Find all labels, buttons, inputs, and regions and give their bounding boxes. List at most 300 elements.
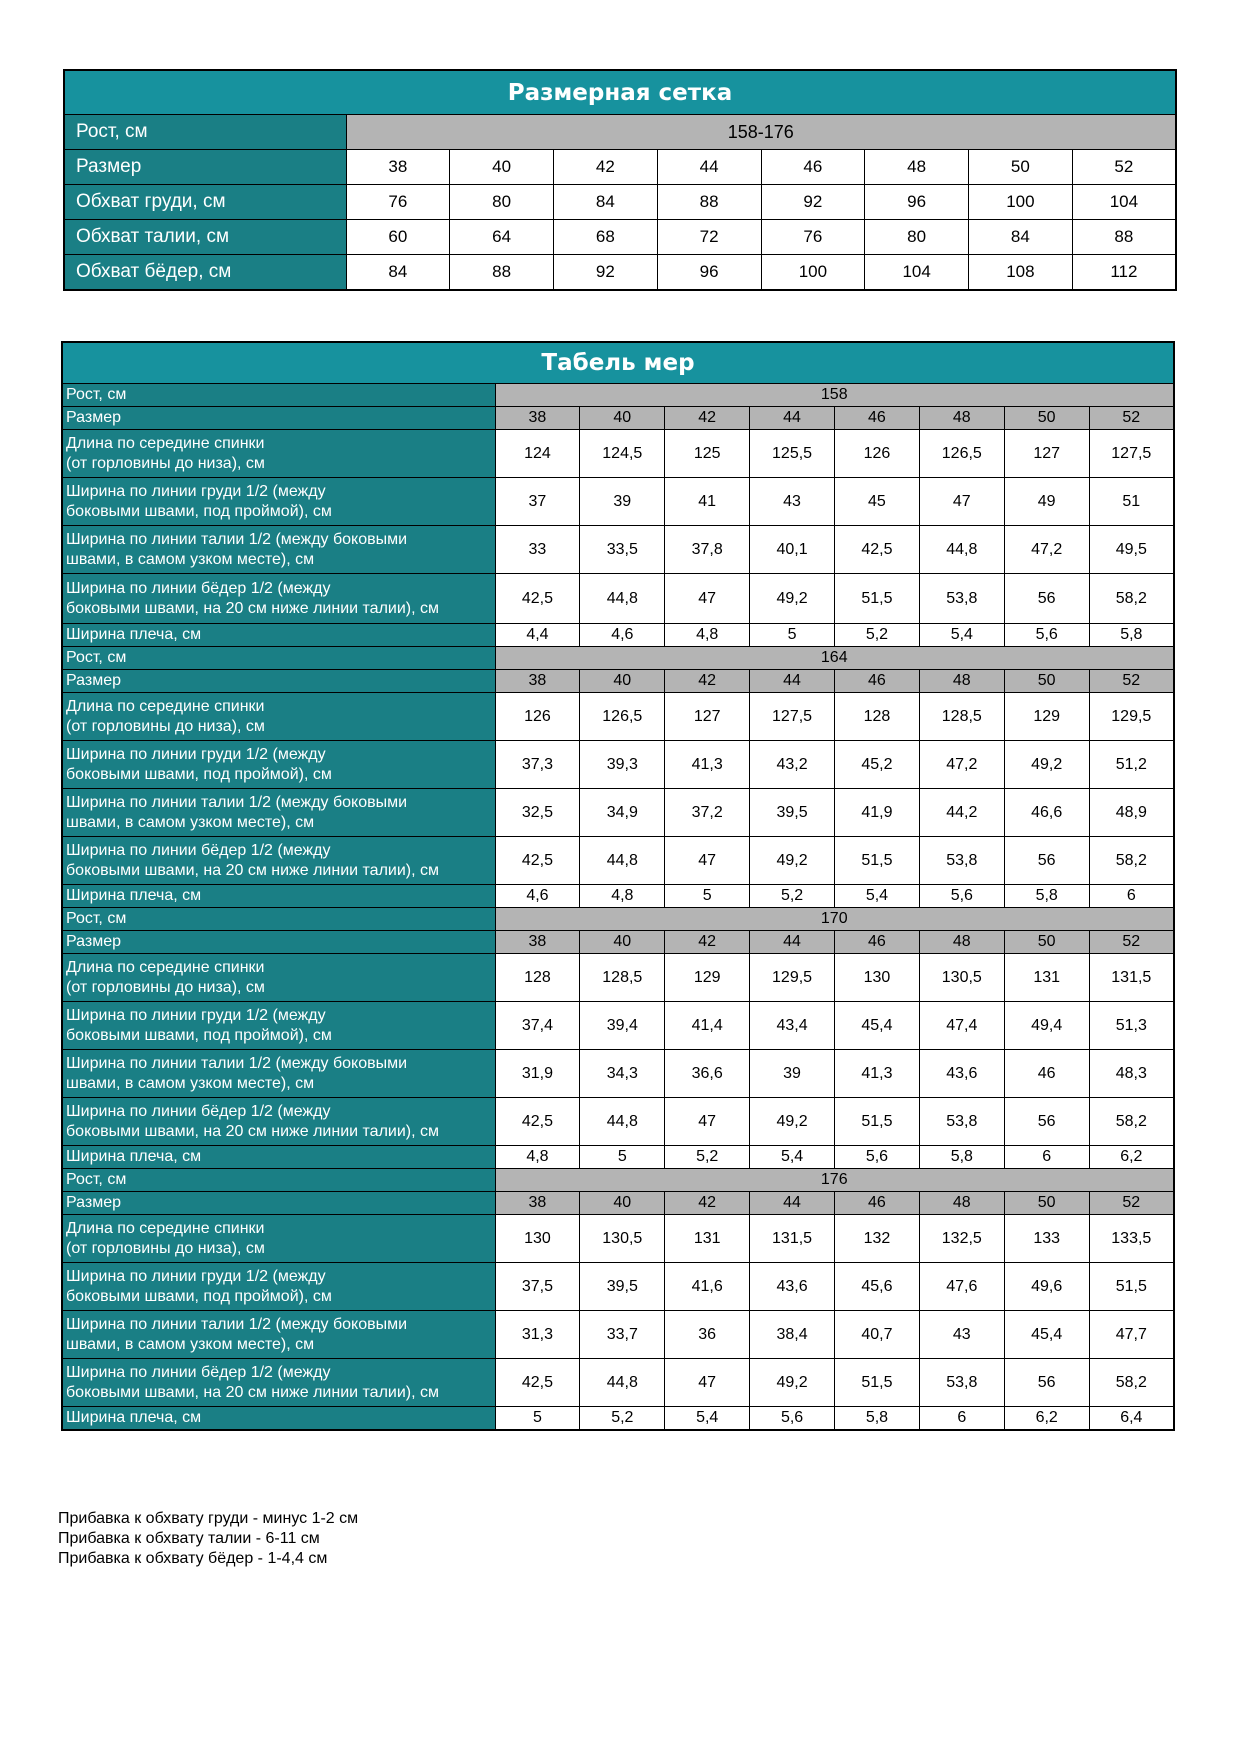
value-cell: 130 xyxy=(835,954,920,1002)
value-cell: 5 xyxy=(750,624,835,647)
value-cell: 49,2 xyxy=(1004,741,1089,789)
size-cell: 50 xyxy=(1004,670,1089,693)
size-cell: 40 xyxy=(580,1192,665,1215)
size-grid-row xyxy=(64,115,1176,150)
value-cell: 47 xyxy=(919,478,1004,526)
size-row xyxy=(62,670,1174,693)
size-cell: 38 xyxy=(495,407,580,430)
value-cell: 41,3 xyxy=(665,741,750,789)
value-cell: 45,4 xyxy=(835,1002,920,1050)
value-cell: 39,5 xyxy=(580,1263,665,1311)
value-cell: 131,5 xyxy=(1089,954,1174,1002)
size-row xyxy=(62,931,1174,954)
value-cell: 4,8 xyxy=(665,624,750,647)
value-cell: 5,2 xyxy=(665,1146,750,1169)
value-cell: 5,4 xyxy=(835,885,920,908)
measurement-row xyxy=(62,526,1174,574)
value-cell: 112 xyxy=(1072,255,1176,290)
value-cell: 40,7 xyxy=(835,1311,920,1359)
size-cell: 50 xyxy=(1004,1192,1089,1215)
height-label: Рост, см xyxy=(62,908,495,931)
value-cell: 51,5 xyxy=(835,574,920,624)
value-cell: 42,5 xyxy=(495,1359,580,1407)
value-cell: 88 xyxy=(450,255,554,290)
measurement-row xyxy=(62,1359,1174,1407)
size-cell: 46 xyxy=(835,670,920,693)
size-cell: 38 xyxy=(495,1192,580,1215)
value-cell: 104 xyxy=(865,255,969,290)
measurement-label: Ширина по линии груди 1/2 (между боковыми швами, под проймой), см xyxy=(62,1263,495,1311)
value-cell: 45,2 xyxy=(835,741,920,789)
measurement-row xyxy=(62,478,1174,526)
value-cell: 127 xyxy=(1004,430,1089,478)
value-cell: 132 xyxy=(835,1215,920,1263)
measurement-row xyxy=(62,574,1174,624)
value-cell: 41,6 xyxy=(665,1263,750,1311)
value-cell: 47 xyxy=(665,837,750,885)
value-cell: 6,2 xyxy=(1004,1407,1089,1430)
height-value: 176 xyxy=(495,1169,1174,1192)
value-cell: 49,2 xyxy=(750,837,835,885)
measurement-row xyxy=(62,1263,1174,1311)
value-cell: 131 xyxy=(1004,954,1089,1002)
measurement-row xyxy=(62,1311,1174,1359)
value-cell: 43,4 xyxy=(750,1002,835,1050)
value-cell: 40 xyxy=(450,150,554,185)
value-cell: 58,2 xyxy=(1089,1098,1174,1146)
value-cell: 58,2 xyxy=(1089,1359,1174,1407)
value-cell: 45,4 xyxy=(1004,1311,1089,1359)
value-cell: 5 xyxy=(580,1146,665,1169)
size-cell: 42 xyxy=(665,407,750,430)
value-cell: 5,2 xyxy=(750,885,835,908)
size-cell: 52 xyxy=(1089,931,1174,954)
value-cell: 39 xyxy=(580,478,665,526)
size-cell: 50 xyxy=(1004,407,1089,430)
measurement-label: Ширина по линии груди 1/2 (между боковыми швами, под проймой), см xyxy=(62,478,495,526)
value-cell: 125 xyxy=(665,430,750,478)
value-cell: 53,8 xyxy=(919,1359,1004,1407)
size-cell: 40 xyxy=(580,931,665,954)
value-cell: 45,6 xyxy=(835,1263,920,1311)
value-cell: 43,6 xyxy=(919,1050,1004,1098)
value-cell: 5,8 xyxy=(835,1407,920,1430)
measurements-title: Табель мер xyxy=(62,342,1174,384)
value-cell: 51,5 xyxy=(1089,1263,1174,1311)
measurement-label: Ширина по линии талии 1/2 (между боковыми швами, в самом узком месте), см xyxy=(62,1311,495,1359)
value-cell: 126 xyxy=(835,430,920,478)
value-cell: 44,8 xyxy=(580,1098,665,1146)
size-label: Размер xyxy=(62,931,495,954)
measurement-row xyxy=(62,693,1174,741)
value-cell: 43 xyxy=(919,1311,1004,1359)
value-cell: 44,8 xyxy=(919,526,1004,574)
value-cell: 4,8 xyxy=(495,1146,580,1169)
value-cell: 84 xyxy=(554,185,658,220)
size-cell: 38 xyxy=(495,670,580,693)
value-cell: 37,4 xyxy=(495,1002,580,1050)
value-cell: 31,9 xyxy=(495,1050,580,1098)
value-cell: 128,5 xyxy=(919,693,1004,741)
value-cell: 92 xyxy=(554,255,658,290)
value-cell: 100 xyxy=(761,255,865,290)
value-cell: 131 xyxy=(665,1215,750,1263)
value-cell: 6 xyxy=(919,1407,1004,1430)
value-cell: 47 xyxy=(665,1098,750,1146)
value-cell: 39,3 xyxy=(580,741,665,789)
row-label: Рост, см xyxy=(64,115,346,150)
measurement-label: Длина по середине спинки (от горловины до низа), см xyxy=(62,954,495,1002)
value-cell: 84 xyxy=(346,255,450,290)
value-cell: 51,2 xyxy=(1089,741,1174,789)
value-cell: 46,6 xyxy=(1004,789,1089,837)
value-cell: 39,4 xyxy=(580,1002,665,1050)
value-cell: 56 xyxy=(1004,574,1089,624)
height-label: Рост, см xyxy=(62,647,495,670)
measurement-label: Ширина плеча, см xyxy=(62,624,495,647)
value-cell: 58,2 xyxy=(1089,574,1174,624)
value-cell: 36,6 xyxy=(665,1050,750,1098)
value-cell: 46 xyxy=(1004,1050,1089,1098)
value-cell: 37,2 xyxy=(665,789,750,837)
measurement-row xyxy=(62,885,1174,908)
size-grid-title: Размерная сетка xyxy=(64,70,1176,115)
size-cell: 42 xyxy=(665,1192,750,1215)
value-cell: 53,8 xyxy=(919,574,1004,624)
value-cell: 51 xyxy=(1089,478,1174,526)
measurement-row xyxy=(62,430,1174,478)
value-cell: 133 xyxy=(1004,1215,1089,1263)
measurement-label: Ширина по линии талии 1/2 (между боковыми швами, в самом узком месте), см xyxy=(62,1050,495,1098)
value-cell: 36 xyxy=(665,1311,750,1359)
value-cell: 33 xyxy=(495,526,580,574)
size-cell: 48 xyxy=(919,1192,1004,1215)
value-cell: 127 xyxy=(665,693,750,741)
value-cell: 130 xyxy=(495,1215,580,1263)
value-cell: 4,6 xyxy=(580,624,665,647)
size-cell: 44 xyxy=(750,1192,835,1215)
row-label: Обхват груди, см xyxy=(64,185,346,220)
value-cell: 5,4 xyxy=(665,1407,750,1430)
measurement-label: Ширина плеча, см xyxy=(62,1407,495,1430)
size-cell: 44 xyxy=(750,670,835,693)
measurement-label: Ширина плеча, см xyxy=(62,885,495,908)
value-cell: 64 xyxy=(450,220,554,255)
value-cell: 127,5 xyxy=(750,693,835,741)
value-cell: 42,5 xyxy=(495,1098,580,1146)
value-cell: 45 xyxy=(835,478,920,526)
size-row xyxy=(62,1192,1174,1215)
value-cell: 49 xyxy=(1004,478,1089,526)
size-cell: 42 xyxy=(665,670,750,693)
value-cell: 48 xyxy=(865,150,969,185)
value-cell: 128 xyxy=(835,693,920,741)
value-cell: 80 xyxy=(450,185,554,220)
value-cell: 48,9 xyxy=(1089,789,1174,837)
value-cell: 53,8 xyxy=(919,837,1004,885)
measurement-label: Ширина по линии талии 1/2 (между боковыми швами, в самом узком месте), см xyxy=(62,526,495,574)
height-value: 158 xyxy=(495,384,1174,407)
value-cell: 124 xyxy=(495,430,580,478)
value-cell: 129 xyxy=(665,954,750,1002)
value-cell: 33,5 xyxy=(580,526,665,574)
size-grid-row xyxy=(64,150,1176,185)
size-cell: 52 xyxy=(1089,407,1174,430)
measurement-label: Ширина по линии бёдер 1/2 (между боковыми швами, на 20 см ниже линии талии), см xyxy=(62,1098,495,1146)
value-cell: 42 xyxy=(554,150,658,185)
value-cell: 37,5 xyxy=(495,1263,580,1311)
size-cell: 40 xyxy=(580,407,665,430)
value-cell: 44,2 xyxy=(919,789,1004,837)
value-cell: 47,7 xyxy=(1089,1311,1174,1359)
value-cell: 41,9 xyxy=(835,789,920,837)
value-cell: 47 xyxy=(665,574,750,624)
row-label: Обхват бёдер, см xyxy=(64,255,346,290)
value-cell: 56 xyxy=(1004,1359,1089,1407)
value-cell: 49,2 xyxy=(750,1359,835,1407)
size-cell: 52 xyxy=(1089,670,1174,693)
value-cell: 49,4 xyxy=(1004,1002,1089,1050)
size-cell: 38 xyxy=(495,931,580,954)
size-cell: 42 xyxy=(665,931,750,954)
value-cell: 108 xyxy=(969,255,1073,290)
measurement-label: Ширина по линии груди 1/2 (между боковыми швами, под проймой), см xyxy=(62,741,495,789)
value-cell: 38,4 xyxy=(750,1311,835,1359)
value-cell: 5,6 xyxy=(919,885,1004,908)
size-cell: 50 xyxy=(1004,931,1089,954)
value-cell: 37,8 xyxy=(665,526,750,574)
value-cell: 31,3 xyxy=(495,1311,580,1359)
value-cell: 4,8 xyxy=(580,885,665,908)
measurement-label: Длина по середине спинки (от горловины до низа), см xyxy=(62,430,495,478)
value-cell: 4,6 xyxy=(495,885,580,908)
value-cell: 92 xyxy=(761,185,865,220)
size-cell: 48 xyxy=(919,407,1004,430)
measurement-label: Ширина по линии бёдер 1/2 (между боковыми швами, на 20 см ниже линии талии), см xyxy=(62,574,495,624)
value-cell: 42,5 xyxy=(835,526,920,574)
value-cell: 51,3 xyxy=(1089,1002,1174,1050)
value-cell: 104 xyxy=(1072,185,1176,220)
measurement-label: Длина по середине спинки (от горловины до низа), см xyxy=(62,693,495,741)
measurement-row xyxy=(62,1146,1174,1169)
value-cell: 42,5 xyxy=(495,837,580,885)
value-cell: 49,2 xyxy=(750,1098,835,1146)
value-cell: 6 xyxy=(1089,885,1174,908)
height-row xyxy=(62,908,1174,931)
size-label: Размер xyxy=(62,1192,495,1215)
value-cell: 5 xyxy=(665,885,750,908)
value-cell: 68 xyxy=(554,220,658,255)
value-cell: 96 xyxy=(657,255,761,290)
value-cell: 76 xyxy=(346,185,450,220)
value-cell: 128 xyxy=(495,954,580,1002)
value-cell: 5,4 xyxy=(750,1146,835,1169)
value-cell: 44,8 xyxy=(580,837,665,885)
value-cell: 39,5 xyxy=(750,789,835,837)
value-cell: 43 xyxy=(750,478,835,526)
value-cell: 5,2 xyxy=(835,624,920,647)
height-row xyxy=(62,647,1174,670)
size-grid-row xyxy=(64,185,1176,220)
value-cell: 41 xyxy=(665,478,750,526)
measurement-label: Ширина по линии груди 1/2 (между боковыми швами, под проймой), см xyxy=(62,1002,495,1050)
size-label: Размер xyxy=(62,407,495,430)
value-cell: 5,8 xyxy=(1089,624,1174,647)
value-cell: 84 xyxy=(969,220,1073,255)
value-cell: 47,2 xyxy=(919,741,1004,789)
value-cell: 49,5 xyxy=(1089,526,1174,574)
measurement-label: Ширина по линии бёдер 1/2 (между боковыми швами, на 20 см ниже линии талии), см xyxy=(62,1359,495,1407)
measurement-row xyxy=(62,954,1174,1002)
size-cell: 48 xyxy=(919,670,1004,693)
measurement-row xyxy=(62,837,1174,885)
measurement-label: Ширина по линии бёдер 1/2 (между боковыми швами, на 20 см ниже линии талии), см xyxy=(62,837,495,885)
value-cell: 88 xyxy=(657,185,761,220)
size-cell: 46 xyxy=(835,1192,920,1215)
measurement-row xyxy=(62,624,1174,647)
value-cell: 126,5 xyxy=(919,430,1004,478)
size-cell: 40 xyxy=(580,670,665,693)
value-cell: 130,5 xyxy=(580,1215,665,1263)
value-cell: 126,5 xyxy=(580,693,665,741)
value-cell: 5 xyxy=(495,1407,580,1430)
value-cell: 128,5 xyxy=(580,954,665,1002)
value-cell: 39 xyxy=(750,1050,835,1098)
size-grid-row xyxy=(64,220,1176,255)
measurement-row xyxy=(62,1407,1174,1430)
note-line: Прибавка к обхвату бёдер - 1-4,4 см xyxy=(58,1550,328,1567)
value-cell: 88 xyxy=(1072,220,1176,255)
measurement-row xyxy=(62,789,1174,837)
height-row xyxy=(62,1169,1174,1192)
height-value: 170 xyxy=(495,908,1174,931)
value-cell: 131,5 xyxy=(750,1215,835,1263)
value-cell: 47,6 xyxy=(919,1263,1004,1311)
value-cell: 37,3 xyxy=(495,741,580,789)
size-label: Размер xyxy=(62,670,495,693)
value-cell: 51,5 xyxy=(835,837,920,885)
value-cell: 46 xyxy=(761,150,865,185)
value-cell: 44 xyxy=(657,150,761,185)
value-cell: 44,8 xyxy=(580,574,665,624)
size-cell: 44 xyxy=(750,931,835,954)
value-cell: 34,3 xyxy=(580,1050,665,1098)
size-grid-row xyxy=(64,255,1176,290)
value-cell: 47 xyxy=(665,1359,750,1407)
value-cell: 130,5 xyxy=(919,954,1004,1002)
height-range: 158-176 xyxy=(346,115,1176,150)
value-cell: 56 xyxy=(1004,1098,1089,1146)
value-cell: 43,2 xyxy=(750,741,835,789)
value-cell: 49,2 xyxy=(750,574,835,624)
height-label: Рост, см xyxy=(62,384,495,407)
value-cell: 41,4 xyxy=(665,1002,750,1050)
measurement-row xyxy=(62,1050,1174,1098)
size-row xyxy=(62,407,1174,430)
size-cell: 46 xyxy=(835,931,920,954)
height-value: 164 xyxy=(495,647,1174,670)
value-cell: 52 xyxy=(1072,150,1176,185)
value-cell: 72 xyxy=(657,220,761,255)
value-cell: 5,8 xyxy=(1004,885,1089,908)
measurement-row xyxy=(62,1215,1174,1263)
value-cell: 48,3 xyxy=(1089,1050,1174,1098)
value-cell: 6,4 xyxy=(1089,1407,1174,1430)
value-cell: 129,5 xyxy=(750,954,835,1002)
value-cell: 6,2 xyxy=(1089,1146,1174,1169)
value-cell: 80 xyxy=(865,220,969,255)
note-line: Прибавка к обхвату груди - минус 1-2 см xyxy=(58,1510,359,1527)
value-cell: 34,9 xyxy=(580,789,665,837)
value-cell: 41,3 xyxy=(835,1050,920,1098)
value-cell: 42,5 xyxy=(495,574,580,624)
value-cell: 127,5 xyxy=(1089,430,1174,478)
measurement-label: Ширина по линии талии 1/2 (между боковыми швами, в самом узком месте), см xyxy=(62,789,495,837)
value-cell: 44,8 xyxy=(580,1359,665,1407)
value-cell: 32,5 xyxy=(495,789,580,837)
value-cell: 5,6 xyxy=(835,1146,920,1169)
size-cell: 52 xyxy=(1089,1192,1174,1215)
value-cell: 47,4 xyxy=(919,1002,1004,1050)
value-cell: 37 xyxy=(495,478,580,526)
value-cell: 5,2 xyxy=(580,1407,665,1430)
value-cell: 47,2 xyxy=(1004,526,1089,574)
notes xyxy=(58,1509,358,1569)
value-cell: 96 xyxy=(865,185,969,220)
row-label: Обхват талии, см xyxy=(64,220,346,255)
measurement-row xyxy=(62,741,1174,789)
value-cell: 5,8 xyxy=(919,1146,1004,1169)
value-cell: 58,2 xyxy=(1089,837,1174,885)
value-cell: 53,8 xyxy=(919,1098,1004,1146)
size-cell: 44 xyxy=(750,407,835,430)
value-cell: 129 xyxy=(1004,693,1089,741)
value-cell: 125,5 xyxy=(750,430,835,478)
value-cell: 5,4 xyxy=(919,624,1004,647)
value-cell: 124,5 xyxy=(580,430,665,478)
value-cell: 126 xyxy=(495,693,580,741)
height-row xyxy=(62,384,1174,407)
value-cell: 5,6 xyxy=(750,1407,835,1430)
height-label: Рост, см xyxy=(62,1169,495,1192)
size-grid-table xyxy=(63,69,1177,291)
value-cell: 40,1 xyxy=(750,526,835,574)
value-cell: 76 xyxy=(761,220,865,255)
value-cell: 43,6 xyxy=(750,1263,835,1311)
measurement-row xyxy=(62,1002,1174,1050)
value-cell: 129,5 xyxy=(1089,693,1174,741)
measurement-label: Длина по середине спинки (от горловины до низа), см xyxy=(62,1215,495,1263)
value-cell: 56 xyxy=(1004,837,1089,885)
measurements-table xyxy=(61,341,1175,1431)
note-line: Прибавка к обхвату талии - 6-11 см xyxy=(58,1530,320,1547)
value-cell: 38 xyxy=(346,150,450,185)
value-cell: 100 xyxy=(969,185,1073,220)
size-cell: 46 xyxy=(835,407,920,430)
value-cell: 50 xyxy=(969,150,1073,185)
value-cell: 33,7 xyxy=(580,1311,665,1359)
value-cell: 4,4 xyxy=(495,624,580,647)
measurement-row xyxy=(62,1098,1174,1146)
measurement-label: Ширина плеча, см xyxy=(62,1146,495,1169)
size-cell: 48 xyxy=(919,931,1004,954)
value-cell: 5,6 xyxy=(1004,624,1089,647)
value-cell: 51,5 xyxy=(835,1359,920,1407)
value-cell: 132,5 xyxy=(919,1215,1004,1263)
value-cell: 133,5 xyxy=(1089,1215,1174,1263)
row-label: Размер xyxy=(64,150,346,185)
value-cell: 60 xyxy=(346,220,450,255)
